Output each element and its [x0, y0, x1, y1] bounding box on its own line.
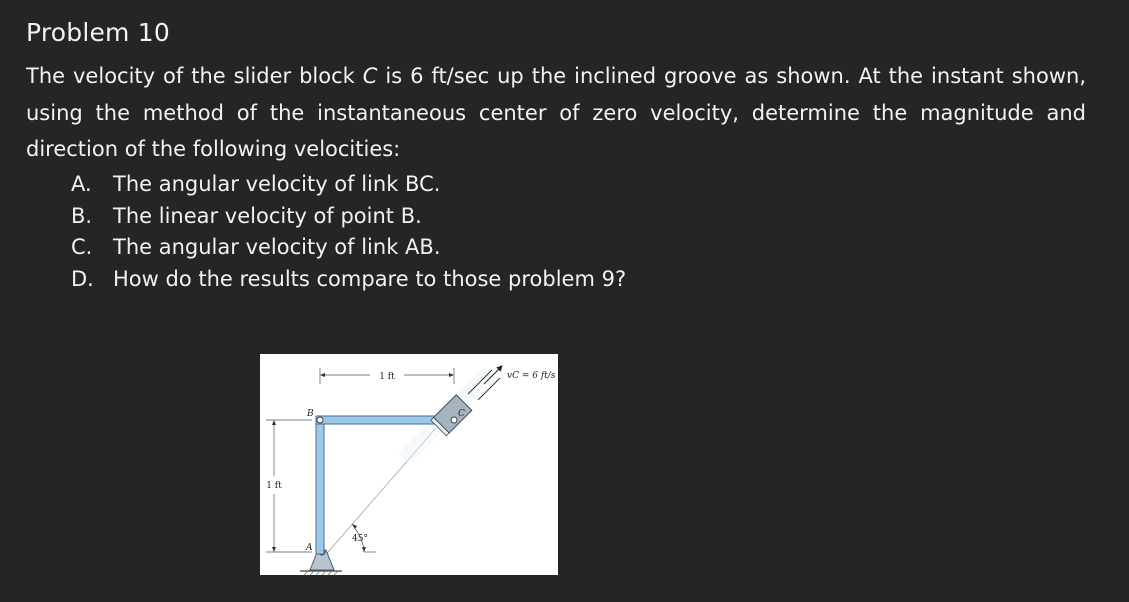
- question-list: [71, 169, 626, 295]
- angle-label: 45°: [352, 534, 368, 544]
- question-letter: B.: [71, 203, 93, 228]
- question-item: [71, 264, 626, 296]
- question-letter: A.: [71, 172, 92, 196]
- link-ab: [316, 420, 324, 554]
- question-item: [71, 232, 626, 264]
- question-text: The angular velocity of link BC.: [113, 172, 441, 196]
- question-item: [71, 201, 626, 233]
- label-a: A: [306, 543, 313, 553]
- slider-variable: C: [362, 64, 378, 88]
- question-item: [71, 169, 626, 201]
- vertical-dimension-label: 1 ft: [266, 481, 282, 491]
- problem-statement: [26, 58, 1086, 168]
- statement-text-start: The velocity of the slider block: [26, 64, 363, 88]
- question-letter: C.: [71, 235, 93, 259]
- horizontal-dimension-label: 1 ft: [379, 372, 395, 382]
- statement-text-end: is 6 ft/sec up the inclined groove as shown. At the instant shown, using the method of the instantaneous center of zero velocity, determine the magnitude and direction of the following velocities:: [26, 64, 1086, 161]
- question-letter: D.: [71, 266, 94, 291]
- question-text: How do the results compare to those problem 9?: [113, 266, 627, 291]
- label-b: B: [307, 409, 314, 419]
- ground-support: [300, 571, 342, 575]
- velocity-label: vC = 6 ft/s: [507, 371, 556, 381]
- question-text: The angular velocity of link AB.: [113, 235, 441, 259]
- pin-b: [317, 417, 323, 423]
- problem-title: Problem 10: [26, 18, 170, 47]
- question-text: The linear velocity of point B.: [113, 203, 422, 228]
- label-c: C: [458, 409, 465, 419]
- mechanism-diagram: [260, 354, 558, 575]
- mechanism-figure: [260, 354, 558, 575]
- pin-c: [451, 417, 457, 423]
